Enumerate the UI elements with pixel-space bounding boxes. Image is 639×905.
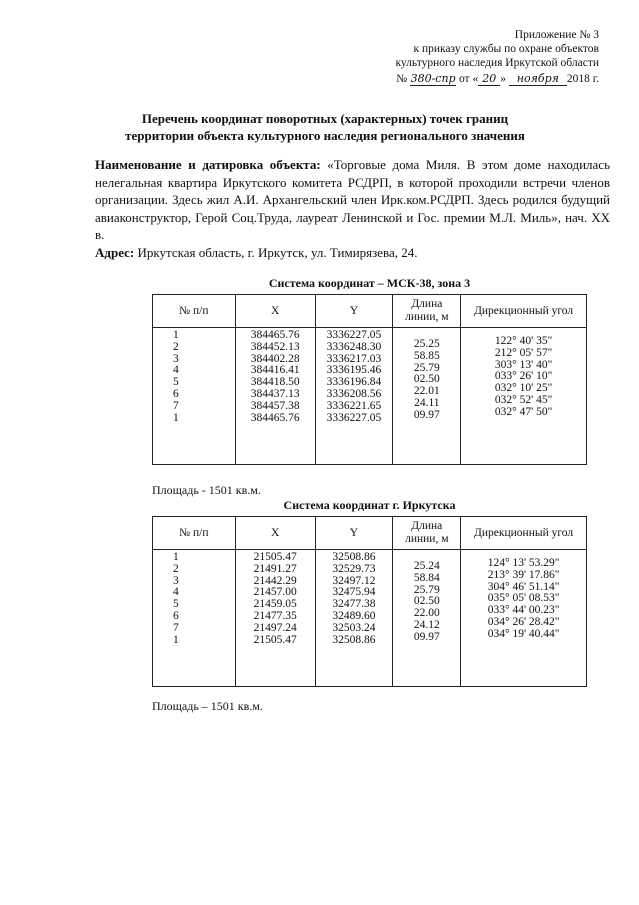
column-length	[393, 550, 461, 687]
cell-number: 3	[173, 352, 179, 365]
cell-length: 25.79	[413, 361, 440, 374]
date-day-close: »	[500, 73, 506, 85]
title-line-1: Перечень координат поворотных (характерных) точек границ	[141, 111, 509, 126]
cell-number: 4	[173, 364, 179, 377]
cell-x: 384402.28	[250, 352, 300, 365]
cell-y: 3336227.05	[326, 329, 382, 341]
cell-direction: 212° 05' 57"	[494, 346, 553, 359]
cell-x: 384418.50	[250, 376, 300, 389]
cell-number: 2	[173, 340, 179, 353]
cell-number: 2	[173, 562, 179, 575]
cell-x: 384457.38	[250, 399, 300, 412]
cell-y: 32508.86	[332, 633, 376, 646]
cell-direction: 213° 39' 17.86"	[487, 568, 560, 581]
cell-direction: 304° 46' 51.14"	[487, 580, 560, 593]
cell-x: 21505.47	[253, 633, 297, 646]
cell-direction: 034° 19' 40.44"	[487, 627, 560, 640]
header-length: Длина линии, м	[393, 295, 461, 328]
cell-number: 3	[173, 574, 179, 587]
cell-direction: 032° 10' 25"	[494, 382, 553, 395]
object-name-label: Наименование и датировка объекта:	[95, 157, 321, 172]
cell-direction: 033° 44' 00.23"	[487, 604, 560, 617]
cell-number: 1	[173, 329, 179, 341]
cell-number: 1	[173, 411, 179, 424]
cell-direction: 033° 26' 10"	[494, 370, 553, 383]
order-year: 2018 г.	[566, 73, 599, 85]
header-direction: Дирекционный угол	[461, 295, 587, 328]
object-address	[95, 244, 610, 262]
cell-y: 3336248.30	[326, 340, 382, 353]
cell-length: 22.01	[413, 385, 440, 398]
column-y	[315, 328, 393, 465]
cell-length: 58.85	[413, 349, 440, 362]
cell-x: 21505.47	[253, 551, 297, 563]
cell-length: 02.50	[413, 373, 440, 386]
cell-y: 3336195.46	[326, 364, 382, 377]
cell-y: 32508.86	[332, 551, 376, 563]
cell-x: 21459.05	[253, 598, 297, 611]
cell-y: 32497.12	[332, 574, 376, 587]
cell-y: 3336208.56	[326, 387, 382, 400]
column-direction	[461, 328, 587, 465]
cell-y: 32489.60	[332, 609, 376, 622]
title-line-2: территории объекта культурного наследия регионального значения	[125, 128, 525, 143]
cell-number: 5	[173, 598, 179, 611]
cell-number: 7	[173, 399, 179, 412]
table-data-row	[153, 328, 587, 465]
table-header-row	[153, 517, 587, 550]
header-y: Y	[315, 295, 393, 328]
cell-x: 384452.13	[250, 340, 300, 353]
cell-length: 25.25	[413, 338, 440, 350]
column-direction	[461, 550, 587, 687]
cell-direction: 034° 26' 28.42"	[487, 615, 560, 628]
cell-direction: 035° 05' 08.53"	[487, 592, 560, 605]
cell-y: 32529.73	[332, 562, 376, 575]
cell-x: 384465.76	[250, 329, 300, 341]
cell-x: 384416.41	[250, 364, 300, 377]
order-reference: к приказу службы по охране объектов	[413, 43, 599, 55]
service-name: культурного наследия Иркутской области	[395, 57, 599, 69]
order-number: 380-спр	[410, 72, 456, 85]
header-y: Y	[315, 517, 393, 550]
header-number: № п/п	[153, 295, 236, 328]
cell-length: 25.24	[413, 560, 440, 572]
cell-x: 21477.35	[253, 609, 297, 622]
cell-length: 22.00	[413, 607, 440, 620]
order-number-line	[396, 72, 599, 86]
cell-y: 32503.24	[332, 621, 376, 634]
cell-number: 4	[173, 586, 179, 599]
cell-direction: 303° 13' 40"	[494, 358, 553, 371]
cell-x: 21442.29	[253, 574, 297, 587]
cell-number: 6	[173, 387, 179, 400]
cell-direction: 032° 47' 50"	[494, 405, 553, 418]
cell-x: 21457.00	[253, 586, 297, 599]
table1-area: Площадь - 1501 кв.м.	[152, 483, 261, 497]
table-data-row	[153, 550, 587, 687]
cell-direction: 032° 52' 45"	[494, 393, 553, 406]
cell-direction: 124° 13' 53.29"	[487, 557, 560, 569]
column-length	[393, 328, 461, 465]
cell-length: 09.97	[413, 630, 440, 643]
address-value: Иркутская область, г. Иркутск, ул. Тимирязева, 24.	[137, 245, 418, 260]
cell-y: 3336196.84	[326, 376, 382, 389]
document-title	[40, 110, 610, 144]
header-number: № п/п	[153, 517, 236, 550]
order-day: 20	[478, 73, 500, 86]
table1-caption: Система координат – МСК-38, зона 3	[268, 276, 471, 290]
cell-length: 09.97	[413, 408, 440, 421]
column-y	[315, 550, 393, 687]
object-description	[95, 156, 610, 244]
cell-x: 21497.24	[253, 621, 297, 634]
object-name: «Торговые дома Миля. В этом доме находилась нелегальная квартира Иркутского комитета РСДРП, в которой проходили встречи членов организации. Здесь жил А.И. Архангельский член Ирк.ком.РСДРП. Здесь родился будущий авиаконструктор, Герой Соц.Труда, лауреат Ленинской и Гос. премии М.Л. Миль», нач. XX в.	[95, 157, 611, 243]
date-from-label: от «	[458, 73, 479, 85]
cell-number: 5	[173, 376, 179, 389]
cell-direction: 122° 40' 35"	[494, 335, 553, 347]
cell-number: 1	[173, 633, 179, 646]
coordinates-table-msk38	[152, 294, 587, 465]
cell-y: 3336217.03	[326, 352, 382, 365]
header-x: X	[235, 295, 315, 328]
cell-y: 3336227.05	[326, 411, 382, 424]
number-label: №	[396, 73, 408, 85]
cell-length: 24.12	[413, 618, 440, 631]
cell-y: 32475.94	[332, 586, 376, 599]
cell-number: 6	[173, 609, 179, 622]
cell-x: 384437.13	[250, 387, 300, 400]
header-x: X	[235, 517, 315, 550]
address-label: Адрес:	[95, 245, 135, 260]
cell-length: 25.79	[413, 583, 440, 596]
cell-x: 384465.76	[250, 411, 300, 424]
column-x	[235, 328, 315, 465]
cell-x: 21491.27	[253, 562, 297, 575]
table2-area: Площадь – 1501 кв.м.	[152, 699, 263, 713]
column-number	[153, 550, 236, 687]
order-month: ноября	[509, 73, 567, 86]
cell-y: 32477.38	[332, 598, 376, 611]
cell-number: 1	[173, 551, 179, 563]
table2-caption: Система координат г. Иркутска	[283, 498, 456, 512]
cell-length: 02.50	[413, 595, 440, 608]
header-direction: Дирекционный угол	[461, 517, 587, 550]
cell-length: 58.84	[413, 571, 440, 584]
cell-y: 3336221.65	[326, 399, 382, 412]
cell-length: 24.11	[414, 396, 440, 409]
cell-number: 7	[173, 621, 179, 634]
coordinates-table-irkutsk	[152, 516, 587, 687]
table-header-row	[153, 295, 587, 328]
column-number	[153, 328, 236, 465]
column-x	[235, 550, 315, 687]
appendix-number: Приложение № 3	[514, 29, 599, 41]
header-length: Длина линии, м	[393, 517, 461, 550]
